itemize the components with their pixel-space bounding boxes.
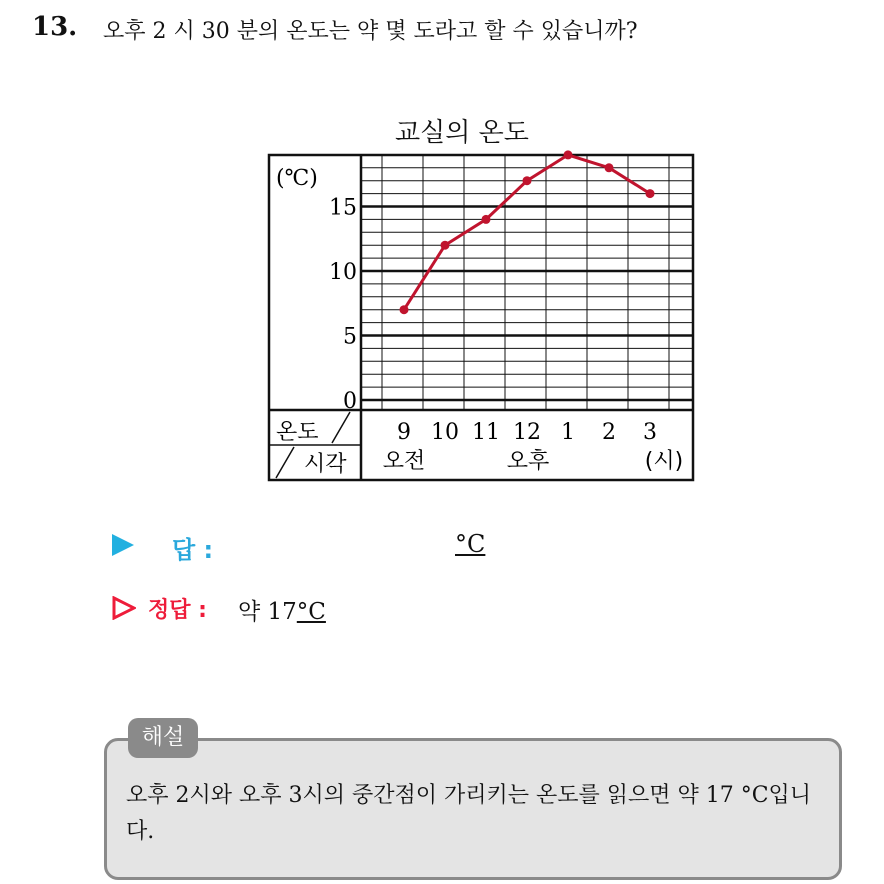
correct-answer-row xyxy=(112,592,532,626)
right-triangle-icon xyxy=(112,534,134,556)
data-point xyxy=(523,176,532,185)
data-point xyxy=(400,305,409,314)
data-point xyxy=(482,215,491,224)
answer-label: 답 : xyxy=(172,536,214,564)
x-tick-label: 12 xyxy=(513,420,541,445)
y-unit-label: (℃) xyxy=(276,166,318,191)
am-label: 오전 xyxy=(382,449,426,474)
explanation-text: 오후 2시와 오후 3시의 중간점이 가리키는 온도를 읽으면 약 17 °C입니다. xyxy=(126,783,812,844)
data-point xyxy=(605,163,614,172)
correct-answer-value: 약 17 xyxy=(238,599,297,625)
y-tick-label: 0 xyxy=(343,389,357,414)
correct-answer-label: 정답 : xyxy=(148,598,207,623)
y-tick-label: 5 xyxy=(343,324,357,350)
x-tick-label: 11 xyxy=(472,420,500,445)
x-tick-label: 9 xyxy=(397,420,411,445)
x-tick-label: 10 xyxy=(431,420,459,445)
answer-unit: °C xyxy=(455,530,486,558)
question-number: 13. xyxy=(32,12,78,42)
major-gridlines xyxy=(361,150,693,400)
question-text: 오후 2 시 30 분의 온도는 약 몇 도라고 할 수 있습니까? xyxy=(103,19,638,44)
data-point xyxy=(564,150,573,159)
y-tick-label: 10 xyxy=(329,260,357,285)
x-tick-label: 2 xyxy=(602,420,616,445)
explanation-tag: 해설 xyxy=(128,718,198,758)
outline-triangle-icon xyxy=(112,596,136,620)
data-point xyxy=(646,189,655,198)
x-tick-label: 1 xyxy=(561,420,575,445)
data-point xyxy=(441,241,450,250)
corner-label-time: 시각 xyxy=(304,452,347,477)
x-tick-label: 3 xyxy=(643,420,657,445)
pm-label: 오후 xyxy=(506,449,550,474)
correct-answer-unit: °C xyxy=(296,599,326,625)
hour-unit-label: (시) xyxy=(644,449,684,474)
y-tick-label: 15 xyxy=(329,195,357,221)
corner-diagonal-top xyxy=(332,412,350,443)
answer-row xyxy=(112,530,532,562)
correct-answer-text xyxy=(238,593,326,626)
temperature-chart xyxy=(262,150,696,484)
corner-diagonal-bottom xyxy=(276,447,294,478)
chart-title: 교실의 온도 xyxy=(395,118,529,148)
corner-label-temperature: 온도 xyxy=(276,420,319,445)
